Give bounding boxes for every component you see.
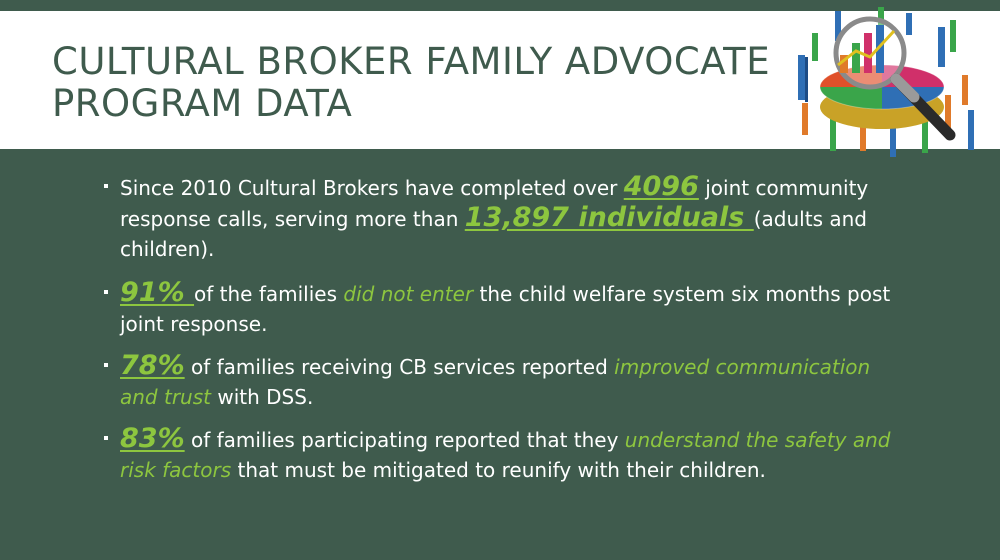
bar-chart-pie-chart-magnifier-icon bbox=[790, 5, 985, 160]
bullet-item-communication: 78% of families receiving CB services reported improved communication and trust with DSS. bbox=[104, 351, 894, 412]
bullet-marker bbox=[104, 184, 108, 188]
slide-title-line-1: CULTURAL BROKER FAMILY ADVOCATE bbox=[52, 40, 771, 83]
stat-78: 78% bbox=[120, 350, 185, 381]
slide-title bbox=[52, 41, 792, 125]
bullet-marker bbox=[104, 436, 108, 440]
stat-individuals: 13,897 individuals bbox=[464, 202, 754, 233]
highlight-text: improved communication and trust bbox=[120, 355, 871, 409]
stat-calls: 4096 bbox=[623, 171, 699, 202]
stat-83: 83% bbox=[120, 423, 185, 454]
bullet-item-safety: 83% of families participating reported that they understand the safety and risk factors that must be mitigated to reunify with their children. bbox=[104, 424, 894, 485]
bullet-marker bbox=[104, 363, 108, 367]
bullet-marker bbox=[104, 290, 108, 294]
stat-91: 91% bbox=[120, 277, 195, 308]
bullet-item-calls: Since 2010 Cultural Brokers have completed over 4096 joint community response calls, serving more than 13,897 individuals (adults and children). bbox=[104, 172, 894, 264]
slide-title-line-2: PROGRAM DATA bbox=[52, 82, 353, 125]
bullet-list bbox=[104, 172, 894, 485]
highlight-text: did not enter bbox=[343, 282, 474, 306]
highlight-text: understand the safety and risk factors bbox=[120, 428, 891, 482]
bullet-item-welfare: 91% of the families did not enter the child welfare system six months post joint response. bbox=[104, 278, 894, 339]
